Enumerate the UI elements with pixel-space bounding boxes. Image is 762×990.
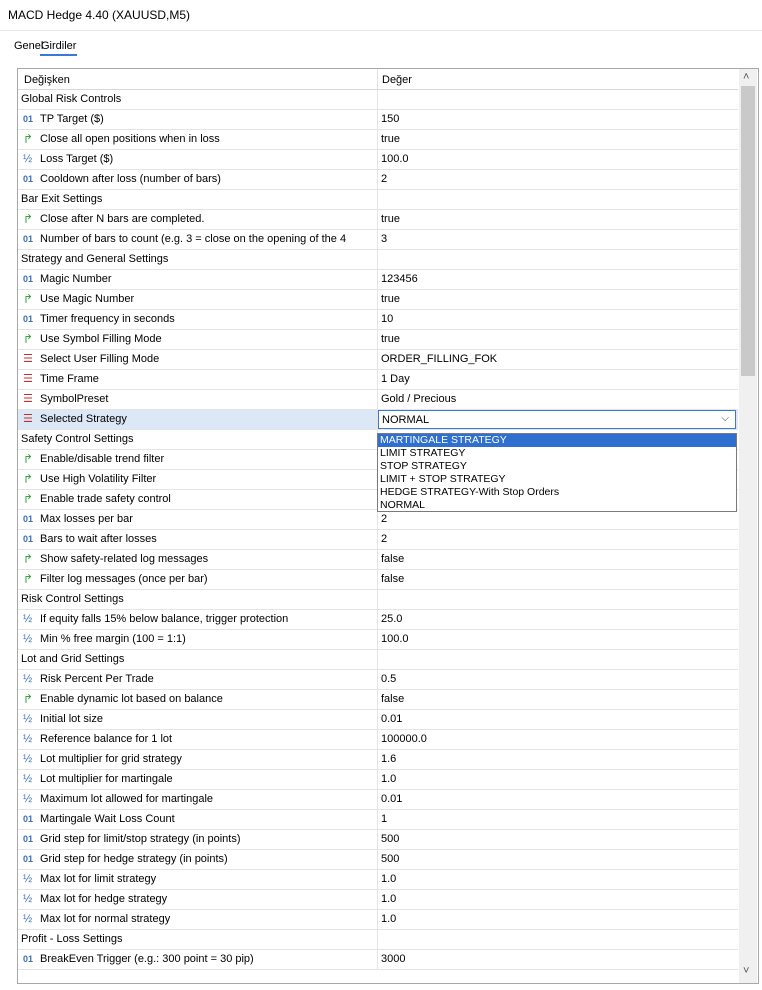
double-type-icon: ½ [23,873,33,885]
param-row[interactable] [18,270,738,290]
param-label: Timer frequency in seconds [40,313,175,325]
param-label: Reference balance for 1 lot [40,733,173,745]
param-row[interactable] [18,730,738,750]
row-name-cell [18,490,378,509]
enum-type-icon: ☰ [23,413,33,425]
group-row [18,250,738,270]
param-row[interactable] [18,510,738,530]
param-row[interactable] [18,630,738,650]
row-value-cell[interactable]: 1 Day [381,373,410,385]
param-label: TP Target ($) [40,113,104,125]
row-value-cell[interactable]: Gold / Precious [381,393,457,405]
column-header-variable[interactable]: Değişken [24,74,70,86]
param-row[interactable] [18,350,738,370]
param-label: Magic Number [40,273,112,285]
integer-type-icon: 01 [23,174,34,184]
row-name-cell: Global Risk Controls [18,90,378,109]
param-row[interactable] [18,390,738,410]
param-label: Enable/disable trend filter [40,453,165,465]
row-value-cell[interactable]: true [381,293,400,305]
row-value-cell[interactable]: 1.6 [381,753,397,765]
column-separator[interactable] [377,69,378,89]
dropdown-option[interactable]: HEDGE STRATEGY-With Stop Orders [380,486,560,498]
integer-type-icon: 01 [23,314,34,324]
param-label: SymbolPreset [40,393,109,405]
row-value-cell[interactable]: 500 [381,833,400,845]
integer-type-icon: 01 [23,814,34,824]
param-label: Number of bars to count (e.g. 3 = close on the opening of the 4 [40,233,347,245]
row-name-cell [18,230,378,249]
param-label: Min % free margin (100 = 1:1) [40,633,186,645]
param-label: Enable dynamic lot based on balance [40,693,223,705]
boolean-type-icon: ↱ [23,552,34,566]
row-value-cell[interactable]: false [381,693,405,705]
row-name-cell [18,890,378,909]
enum-type-icon: ☰ [23,393,33,405]
boolean-type-icon: ↱ [23,692,34,706]
row-name-cell [18,410,378,429]
row-name-cell [18,670,378,689]
row-value-cell[interactable]: 3000 [381,953,406,965]
boolean-type-icon: ↱ [23,452,34,466]
param-label: Max losses per bar [40,513,133,525]
row-name-cell [18,750,378,769]
param-label: Grid step for hedge strategy (in points) [40,853,228,865]
param-label: Lot multiplier for martingale [40,773,173,785]
row-value-cell[interactable]: 1.0 [381,773,397,785]
boolean-type-icon: ↱ [23,132,34,146]
param-label: Show safety-related log messages [40,553,209,565]
row-value-cell[interactable]: 0.01 [381,793,403,805]
row-name-cell [18,130,378,149]
row-name-cell [18,570,378,589]
dropdown-option[interactable]: LIMIT + STOP STRATEGY [380,473,506,485]
row-name-cell [18,210,378,229]
row-value-cell[interactable]: 150 [381,113,400,125]
row-name-cell [18,390,378,409]
double-type-icon: ½ [23,713,33,725]
row-value-cell[interactable]: true [381,333,400,345]
param-row[interactable] [18,370,738,390]
param-row[interactable] [18,870,738,890]
row-value-cell[interactable]: 2 [381,533,388,545]
param-row[interactable] [18,230,738,250]
param-row[interactable] [18,530,738,550]
row-name-cell [18,770,378,789]
row-name-cell [18,830,378,849]
dropdown-option[interactable]: NORMAL [380,499,425,511]
param-label: Enable trade safety control [40,493,171,505]
param-label: Close after N bars are completed. [40,213,205,225]
param-label: Loss Target ($) [40,153,114,165]
tab-genel[interactable]: Genel [14,40,44,52]
row-value-cell[interactable]: 1.0 [381,913,397,925]
boolean-type-icon: ↱ [23,492,34,506]
integer-type-icon: 01 [23,854,34,864]
double-type-icon: ½ [23,893,33,905]
row-value-cell[interactable]: 123456 [381,273,418,285]
param-label: Use Symbol Filling Mode [40,333,162,345]
row-name-cell [18,110,378,129]
param-label: Martingale Wait Loss Count [40,813,175,825]
boolean-type-icon: ↱ [23,292,34,306]
param-label: Close all open positions when in loss [40,133,220,145]
dropdown-option[interactable]: LIMIT STRATEGY [380,447,466,459]
row-name-cell [18,350,378,369]
grid-header [18,69,738,90]
group-row [18,650,738,670]
row-value-cell [378,190,739,209]
row-value-cell[interactable]: 10 [381,313,394,325]
row-name-cell [18,730,378,749]
double-type-icon: ½ [23,613,33,625]
row-value-cell[interactable]: false [381,573,405,585]
group-row [18,190,738,210]
integer-type-icon: 01 [23,274,34,284]
row-name-cell: Lot and Grid Settings [18,650,378,669]
param-label: Max lot for normal strategy [40,913,171,925]
param-label: Initial lot size [40,713,103,725]
integer-type-icon: 01 [23,834,34,844]
chevron-down-icon[interactable]: ⌵ [721,413,729,424]
param-label: Bars to wait after losses [40,533,157,545]
window-title: MACD Hedge 4.40 (XAUUSD,M5) [8,8,191,22]
param-row[interactable] [18,210,738,230]
row-name-cell [18,950,378,969]
param-row[interactable] [18,410,738,430]
enum-type-icon: ☰ [23,373,33,385]
row-name-cell: Safety Control Settings [18,430,378,449]
row-value-cell[interactable]: 2 [381,513,388,525]
param-row[interactable] [18,670,738,690]
integer-type-icon: 01 [23,514,34,524]
param-row[interactable] [18,850,738,870]
param-label: Time Frame [40,373,99,385]
param-label: Lot multiplier for grid strategy [40,753,182,765]
row-value-cell [378,650,739,669]
dropdown-option[interactable]: STOP STRATEGY [380,460,467,472]
row-name-cell: Strategy and General Settings [18,250,378,269]
row-value-cell[interactable]: 1.0 [381,893,397,905]
param-row[interactable] [18,890,738,910]
row-name-cell [18,790,378,809]
scroll-up-icon[interactable]: ˄ [743,71,750,83]
row-value-cell[interactable]: 1.0 [381,873,397,885]
row-name-cell [18,150,378,169]
row-value-cell[interactable]: true [381,133,400,145]
row-name-cell [18,170,378,189]
param-row[interactable] [18,790,738,810]
row-value-cell [378,930,739,949]
row-name-cell [18,470,378,489]
param-row[interactable] [18,550,738,570]
param-label: Filter log messages (once per bar) [40,573,208,585]
param-row[interactable] [18,150,738,170]
row-value-cell[interactable]: 2 [381,173,388,185]
param-row[interactable] [18,130,738,150]
param-label: Maximum lot allowed for martingale [40,793,214,805]
tab-bar [0,36,762,62]
param-row[interactable] [18,330,738,350]
double-type-icon: ½ [23,633,33,645]
param-label: Grid step for limit/stop strategy (in points) [40,833,241,845]
row-value-cell [378,590,739,609]
inputs-grid [17,68,759,984]
row-name-cell: Bar Exit Settings [18,190,378,209]
param-label: Select User Filling Mode [40,353,160,365]
param-label: Max lot for limit strategy [40,873,157,885]
param-row[interactable] [18,690,738,710]
combobox-value: NORMAL [382,414,430,426]
param-row[interactable] [18,170,738,190]
row-name-cell [18,910,378,929]
row-name-cell [18,610,378,629]
integer-type-icon: 01 [23,114,34,124]
param-row[interactable] [18,910,738,930]
boolean-type-icon: ↱ [23,472,34,486]
param-row[interactable] [18,830,738,850]
param-row[interactable] [18,570,738,590]
row-value-cell[interactable]: 3 [381,233,388,245]
integer-type-icon: 01 [23,534,34,544]
row-value-cell[interactable]: true [381,213,400,225]
vertical-scrollbar[interactable] [739,69,757,983]
double-type-icon: ½ [23,793,33,805]
row-value-cell[interactable]: 100.0 [381,153,409,165]
param-row[interactable] [18,770,738,790]
param-label: If equity falls 15% below balance, trigger protection [40,613,289,625]
row-name-cell [18,510,378,529]
title-bar [0,0,762,31]
row-name-cell [18,630,378,649]
row-value-cell[interactable]: 0.01 [381,713,403,725]
param-label: Use Magic Number [40,293,135,305]
param-row[interactable] [18,310,738,330]
param-label: Cooldown after loss (number of bars) [40,173,221,185]
double-type-icon: ½ [23,753,33,765]
dropdown-option[interactable]: MARTINGALE STRATEGY [378,434,736,447]
row-value-cell[interactable]: 25.0 [381,613,403,625]
double-type-icon: ½ [23,773,33,785]
scroll-down-icon[interactable]: ˅ [743,965,750,977]
row-name-cell [18,530,378,549]
double-type-icon: ½ [23,673,33,685]
param-row[interactable] [18,610,738,630]
tab-girdiler[interactable]: Girdiler [40,40,77,56]
row-value-cell[interactable]: false [381,553,405,565]
double-type-icon: ½ [23,733,33,745]
boolean-type-icon: ↱ [23,572,34,586]
row-name-cell: Risk Control Settings [18,590,378,609]
double-type-icon: ½ [23,913,33,925]
param-row[interactable] [18,810,738,830]
double-type-icon: ½ [23,153,33,165]
row-name-cell [18,850,378,869]
group-row [18,930,738,950]
row-value-cell [378,90,739,109]
boolean-type-icon: ↱ [23,212,34,226]
row-value-cell[interactable]: 0.5 [381,673,397,685]
row-name-cell [18,370,378,389]
row-name-cell [18,450,378,469]
param-row[interactable] [18,950,738,970]
param-label: Use High Volatility Filter [40,473,157,485]
row-value-cell [378,250,739,269]
row-name-cell [18,310,378,329]
strategy-dropdown-list[interactable] [377,433,737,512]
group-row [18,90,738,110]
row-name-cell [18,710,378,729]
boolean-type-icon: ↱ [23,332,34,346]
integer-type-icon: 01 [23,234,34,244]
param-row[interactable] [18,110,738,130]
param-row[interactable] [18,290,738,310]
selected-strategy-combobox[interactable] [378,410,736,429]
row-value-cell[interactable]: 100000.0 [381,733,427,745]
grid-rows [18,90,738,970]
group-row [18,590,738,610]
row-name-cell [18,690,378,709]
scroll-thumb[interactable] [741,86,755,376]
integer-type-icon: 01 [23,954,34,964]
row-value-cell[interactable]: 100.0 [381,633,409,645]
row-name-cell: Profit - Loss Settings [18,930,378,949]
row-name-cell [18,290,378,309]
row-name-cell [18,550,378,569]
param-label: BreakEven Trigger (e.g.: 300 point = 30 pip) [40,953,254,965]
param-label: Selected Strategy [40,413,127,425]
enum-type-icon: ☰ [23,353,33,365]
param-label: Max lot for hedge strategy [40,893,168,905]
column-header-value[interactable]: Değer [382,74,412,86]
row-name-cell [18,870,378,889]
param-row[interactable] [18,750,738,770]
row-value-cell[interactable]: 500 [381,853,400,865]
row-name-cell [18,270,378,289]
row-value-cell[interactable]: 1 [381,813,388,825]
param-row[interactable] [18,710,738,730]
row-value-cell[interactable]: ORDER_FILLING_FOK [381,353,498,365]
row-name-cell [18,810,378,829]
row-name-cell [18,330,378,349]
param-label: Risk Percent Per Trade [40,673,154,685]
